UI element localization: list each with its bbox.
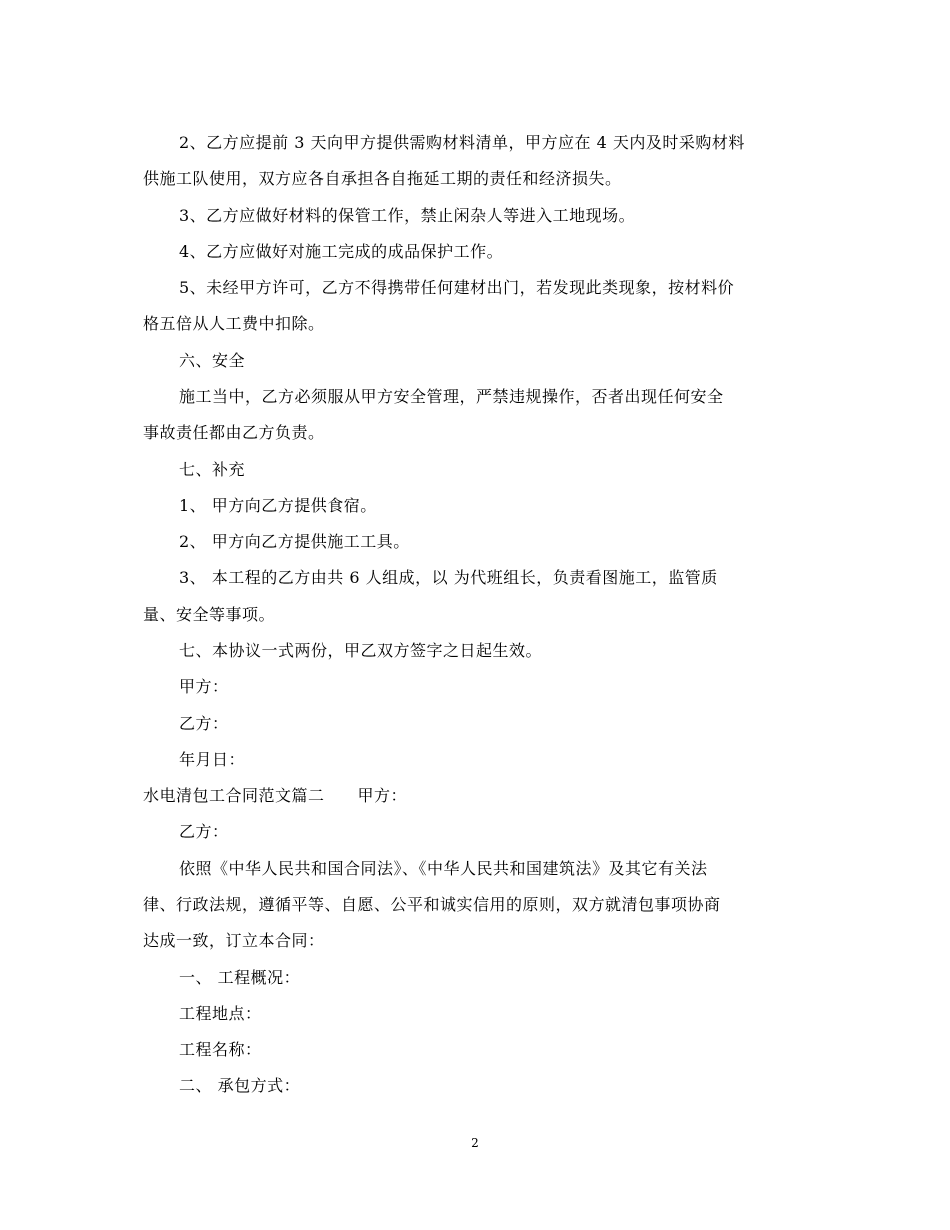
paragraph-line: 2、 甲方向乙方提供施工工具。 <box>179 532 410 551</box>
section-heading: 一、 工程概况： <box>179 968 301 987</box>
paragraph-line: 格五倍从人工费中扣除。 <box>143 314 325 333</box>
paragraph-line: 依照《中华人民共和国合同法》、《中华人民共和国建筑法》及其它有关法 <box>179 859 708 878</box>
signature-line: 乙方： <box>179 822 229 841</box>
signature-line: 乙方： <box>179 714 229 733</box>
paragraph-line: 事故责任都由乙方负责。 <box>143 423 325 442</box>
field-line: 工程地点： <box>179 1004 262 1023</box>
document-title-line: 水电清包工合同范文篇二 甲方： <box>143 786 408 805</box>
paragraph-line: 4、乙方应做好对施工完成的成品保护工作。 <box>179 242 504 261</box>
field-line: 工程名称： <box>179 1040 262 1059</box>
paragraph-line: 3、 本工程的乙方由共 6 人组成，以 为代班组长，负责看图施工，监管质 <box>179 568 718 587</box>
section-heading: 六、安全 <box>179 351 246 370</box>
section-heading: 二、 承包方式： <box>179 1076 301 1095</box>
paragraph-line: 5、未经甲方许可，乙方不得携带任何建材出门，若发现此类现象，按材料价 <box>179 278 735 297</box>
paragraph-line: 2、乙方应提前 3 天向甲方提供需购材料清单，甲方应在 4 天内及时采购材料 <box>179 133 745 152</box>
section-heading: 七、补充 <box>179 460 246 479</box>
paragraph-line: 供施工队使用，双方应各自承担各自拖延工期的责任和经济损失。 <box>143 169 622 188</box>
paragraph-line: 3、乙方应做好材料的保管工作，禁止闲杂人等进入工地现场。 <box>179 206 636 225</box>
paragraph-line: 1、 甲方向乙方提供食宿。 <box>179 496 377 515</box>
paragraph-line: 施工当中，乙方必须服从甲方安全管理，严禁违规操作，否者出现任何安全 <box>179 387 724 406</box>
paragraph-line: 量、安全等事项。 <box>143 605 276 624</box>
paragraph-line: 律、行政法规，遵循平等、自愿、公平和诚实信用的原则，双方就清包事项协商 <box>143 895 721 914</box>
page-number: 2 <box>471 1136 479 1150</box>
paragraph-line: 七、本协议一式两份，甲乙双方签字之日起生效。 <box>179 641 543 660</box>
paragraph-line: 达成一致，订立本合同： <box>143 931 325 950</box>
signature-line: 甲方： <box>179 677 229 696</box>
date-line: 年月日： <box>179 750 246 769</box>
